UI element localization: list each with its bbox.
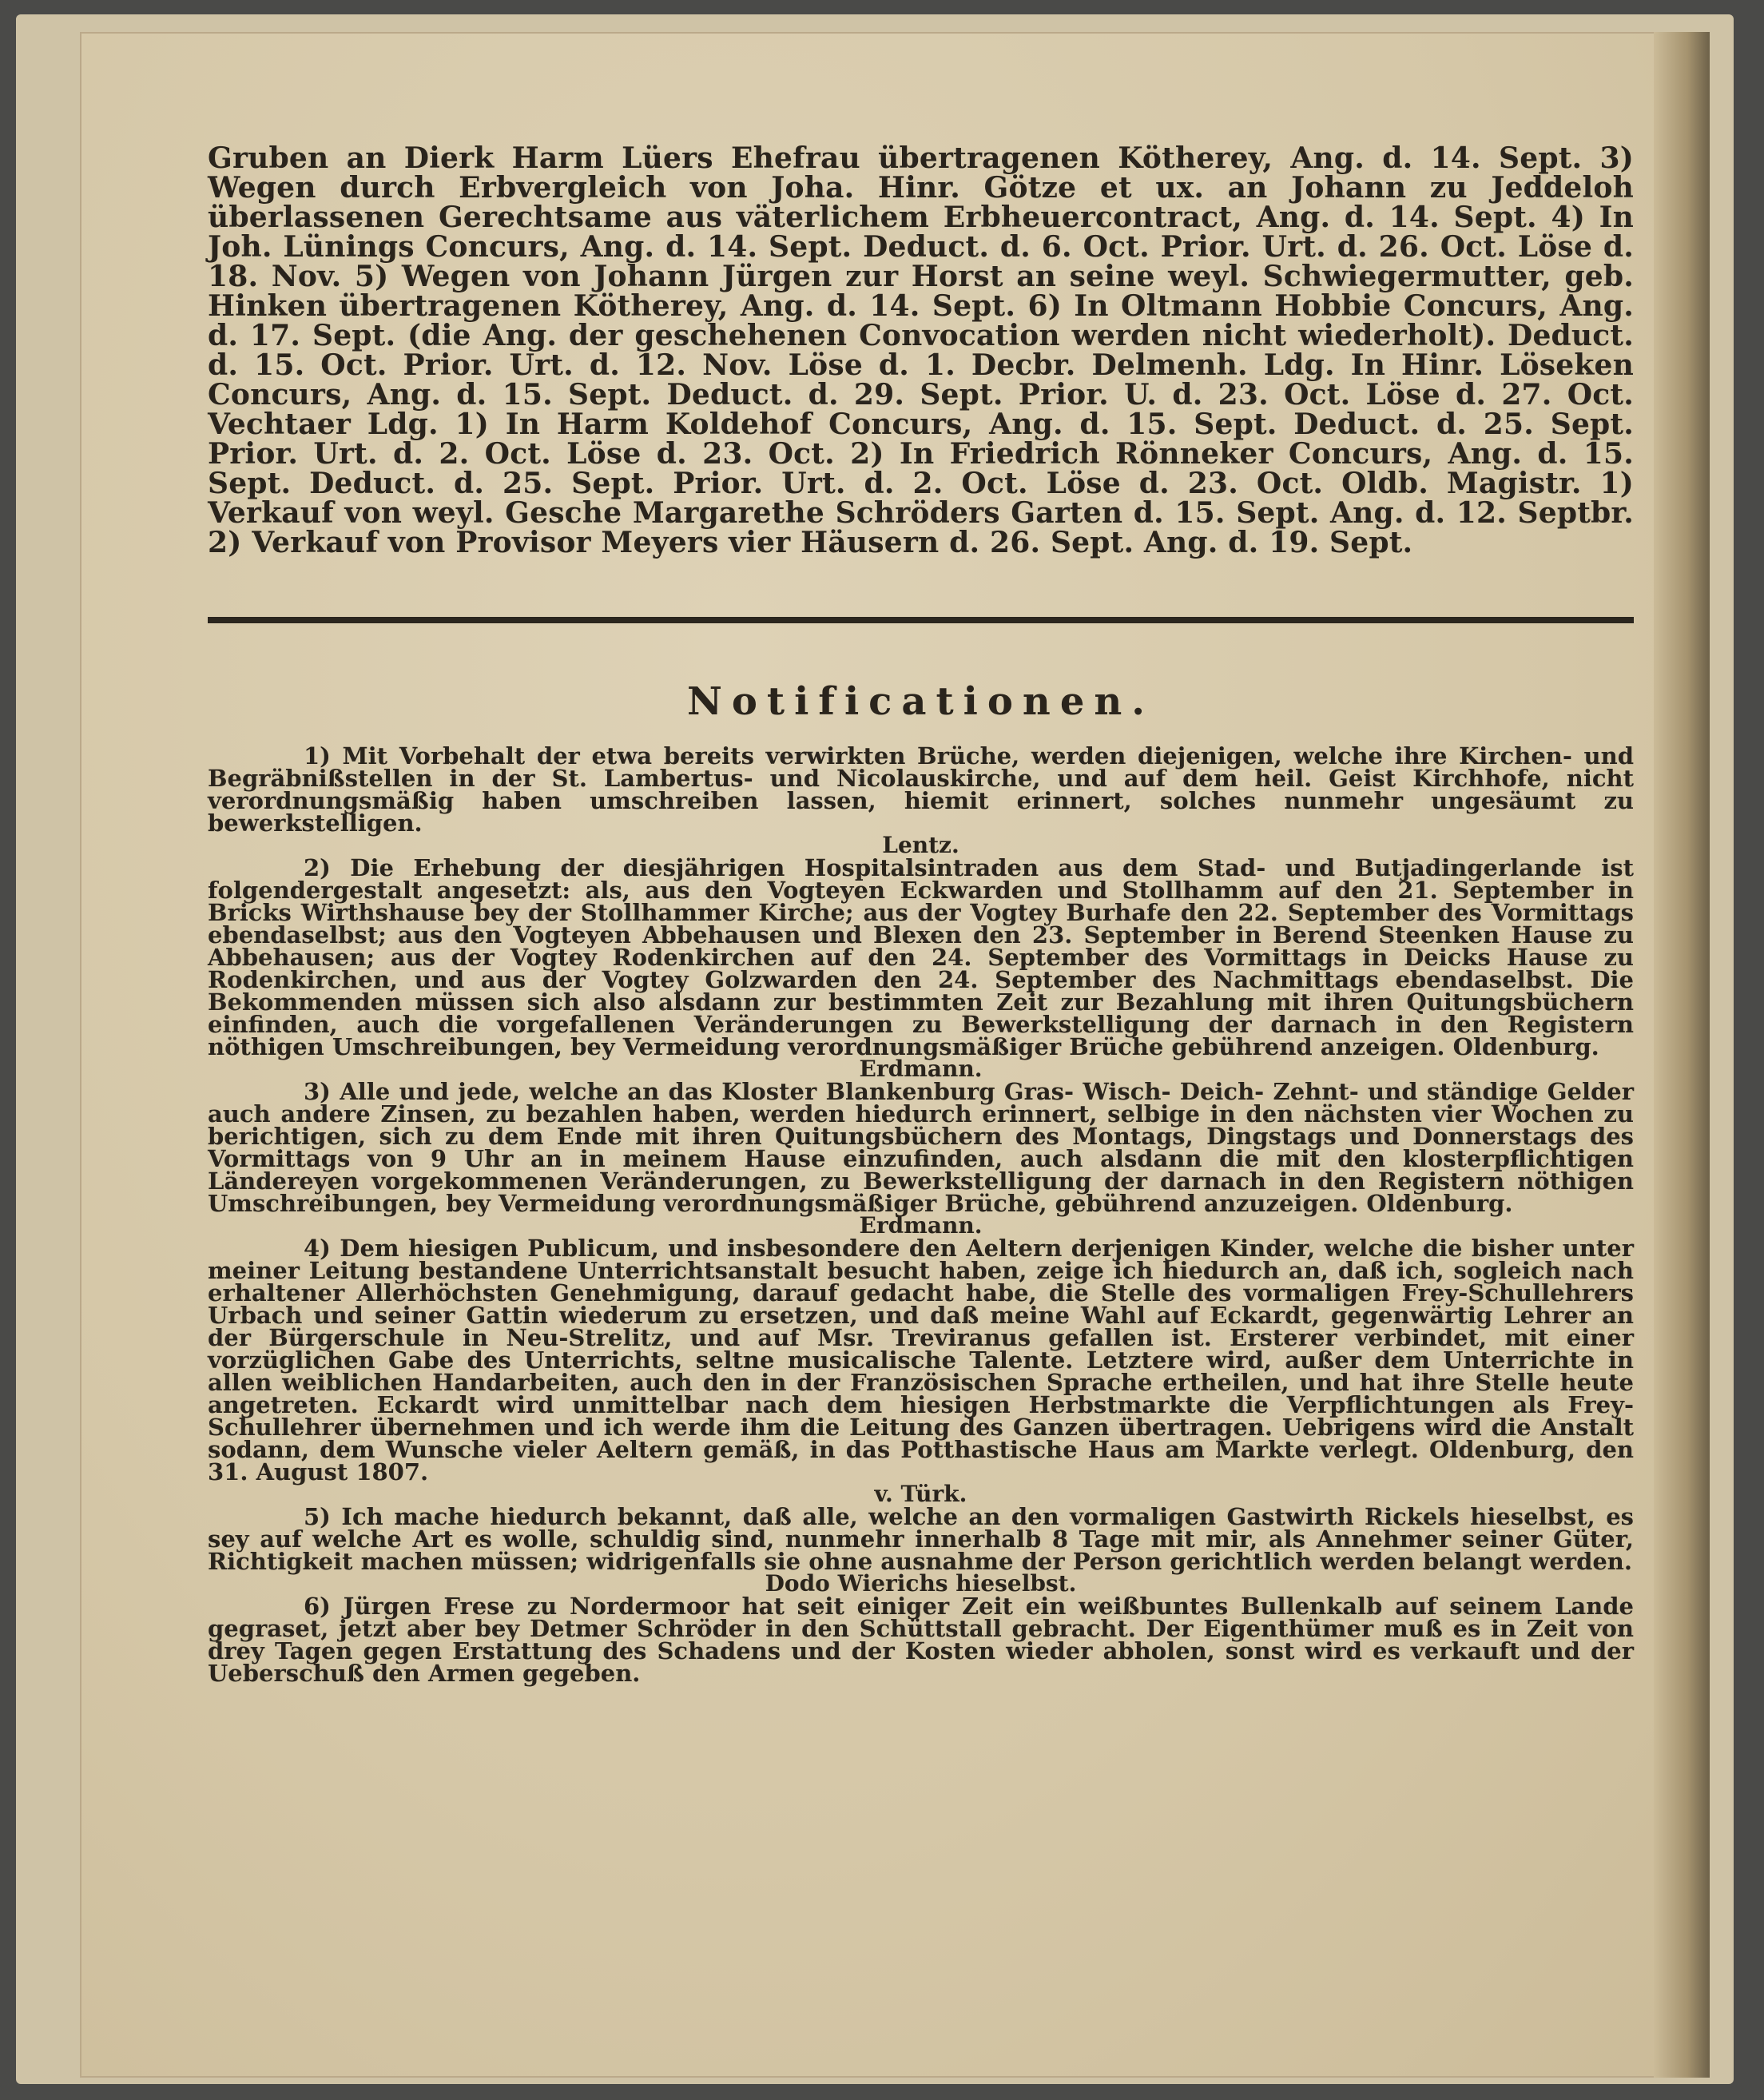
notifications-list [208, 742, 1634, 1687]
notice-6: 6) Jürgen Frese zu Nordermoor hat seit einiger Zeit ein weißbuntes Bullenkalb auf seinem Lande gegraset, jetzt aber bey Detmer Schröder in den Schüttstall gebracht. Der Eigenthümer muß es in Zeit von drey Tagen gegen Erstattung des Schadens und der Kosten wieder abholen, sonst wird es verkauft und der Ueberschuß den Armen gegeben. [208, 1593, 1634, 1687]
notice-3: 3) Alle und jede, welche an das Kloster Blankenburg Gras- Wisch- Deich- Zehnt- und ständige Gelder auch andere Zinsen, zu bezahlen haben, werden hiedurch erinnert, selbige in den nächsten vier Wochen zu berichtigen, sich zu dem Ende mit ihren Quitungsbüchern des Montags, Dingstags und Donnerstags des Vormittags von 9 Uhr an in meinem Hause einzufinden, auch alsdann die mit den klosterpflichtigen Ländereyen vorgekommenen Veränderungen, zu Bewerkstelligung der darnach in den Registern nöthigen Umschreibungen, bey Vermeidung verordnungsmäßiger Brüche, gebührend anzuzeigen. Oldenburg. [208, 1078, 1634, 1217]
legal-announcements-block [208, 141, 1634, 559]
page-content [208, 141, 1634, 1687]
notice-5: 5) Ich mache hiedurch bekannt, daß alle, welche an den vormaligen Gastwirth Rickels hieselbst, es sey auf welche Art es wolle, schuldig sind, nunmehr innerhalb 8 Tage mit mir, als Annehmer seiner Güter, Richtigkeit machen müssen; widrigenfalls sie ohne ausnahme der Person gerichtlich werden belangt werden. [208, 1503, 1634, 1575]
book-gutter [1654, 32, 1710, 2078]
announcement-text: Gruben an Dierk Harm Lüers Ehefrau übertragenen Kötherey, Ang. d. 14. Sept. 3) Wegen durch Erbvergleich von Joha. Hinr. Götze et ux. an Johann zu Jeddeloh überlassenen Gerechtsame aus väterlichem Erbheuercontract, Ang. d. 14. Sept. 4) In Joh. Lünings Concurs, Ang. d. 14. Sept. Deduct. d. 6. Oct. Prior. Urt. d. 26. Oct. Löse d. 18. Nov. 5) Wegen von Johann Jürgen zur Horst an seine weyl. Schwiegermutter, geb. Hinken übertragenen Kötherey, Ang. d. 14. Sept. 6) In Oltmann Hobbie Concurs, Ang. d. 17. Sept. (die Ang. der geschehenen Convocation werden nicht wiederholt). Deduct. d. 15. Oct. Prior. Urt. d. 12. Nov. Löse d. 1. Decbr. Delmenh. Ldg. In Hinr. Löseken Concurs, Ang. d. 15. Sept. Deduct. d. 29. Sept. Prior. U. d. 23. Oct. Löse d. 27. Oct. Vechtaer Ldg. 1) In Harm Koldehof Concurs, Ang. d. 15. Sept. Deduct. d. 25. Sept. Prior. Urt. d. 2. Oct. Löse d. 23. Oct. 2) In Friedrich Rönneker Concurs, Ang. d. 15. Sept. Deduct. d. 25. Sept. Prior. Urt. d. 2. Oct. Löse d. 23. Oct. Oldb. Magistr. 1) Verkauf von weyl. Gesche Margarethe Schröders Garten d. 15. Sept. Ang. d. 12. Septbr. 2) Verkauf von Provisor Meyers vier Häusern d. 26. Sept. Ang. d. 19. Sept. [208, 141, 1634, 559]
notice-4: 4) Dem hiesigen Publicum, und insbesondere den Aeltern derjenigen Kinder, welche die bisher unter meiner Leitung bestandene Unterrichtsanstalt besucht haben, zeige ich hiedurch an, daß ich, sogleich nach erhaltener Allerhöchsten Genehmigung, darauf gedacht habe, die Stelle des vormaligen Frey-Schullehrers Urbach und seiner Gattin wiederum zu ersetzen, und daß meine Wahl auf Eckardt, gegenwärtig Lehrer an der Bürgerschule in Neu-Strelitz, und auf Msr. Treviranus gefallen ist. Ersterer verbindet, mit einer vorzüglichen Gabe des Unterrichts, seltne musicalische Talente. Letztere wird, außer dem Unterrichte in allen weiblichen Handarbeiten, auch den in der Französischen Sprache ertheilen, und hat ihre Stelle heute angetreten. Eckardt wird unmittelbar nach dem hiesigen Herbstmarkte die Verpflichtungen als Frey-Schullehrer übernehmen und ich werde ihm die Leitung des Ganzen übertragen. Uebrigens wird die Anstalt sodann, dem Wunsche vieler Aeltern gemäß, in das Potthastische Haus am Markte verlegt. Oldenburg, den 31. August 1807. [208, 1235, 1634, 1486]
notice-5-signature: Dodo Wierichs hieselbst. [765, 1570, 1077, 1597]
notice-2: 2) Die Erhebung der diesjährigen Hospitalsintraden aus dem Stad- und Butjadingerlande ist folgendergestalt angesetzt: als, aus den Vogteyen Eckwarden und Stollhamm auf den 21. September in Bricks Wirthshause bey der Stollhammer Kirche; aus der Vogtey Burhafe den 22. September des Vormittags ebendaselbst; aus den Vogteyen Abbehausen und Blexen den 23. September in Berend Steenken Hause zu Abbehausen; aus der Vogtey Rodenkirchen auf den 24. September des Vormittags in Deicks Hause zu Rodenkirchen, und aus der Vogtey Golzwarden den 24. September des Nachmittags ebendaselbst. Die Bekommenden müssen sich also alsdann zur bestimmten Zeit zur Bezahlung mit ihren Quitungsbüchern einfinden, auch die vorgefallenen Veränderungen zu Bewerkstelligung der darnach in den Registern nöthigen Umschreibungen, bey Vermeidung verordnungsmäßiger Brüche gebührend anzeigen. Oldenburg. [208, 854, 1634, 1060]
notice-3-signature: Erdmann. [859, 1212, 983, 1239]
notice-1: 1) Mit Vorbehalt der etwa bereits verwirkten Brüche, werden diejenigen, welche ihre Kirchen- und Begräbnißstellen in der St. Lambertus- und Nicolauskirche, und auf dem heil. Geist Kirchhofe, nicht verordnungsmäßig haben umschreiben lassen, hiemit erinnert, solches nunmehr ungesäumt zu bewerkstelligen. [208, 742, 1634, 837]
section-heading: Notificationen. [687, 679, 1154, 724]
section-divider [208, 617, 1634, 623]
notice-2-signature: Erdmann. [859, 1056, 983, 1082]
notice-1-signature: Lentz. [882, 832, 959, 858]
notice-4-signature: v. Türk. [874, 1481, 967, 1507]
